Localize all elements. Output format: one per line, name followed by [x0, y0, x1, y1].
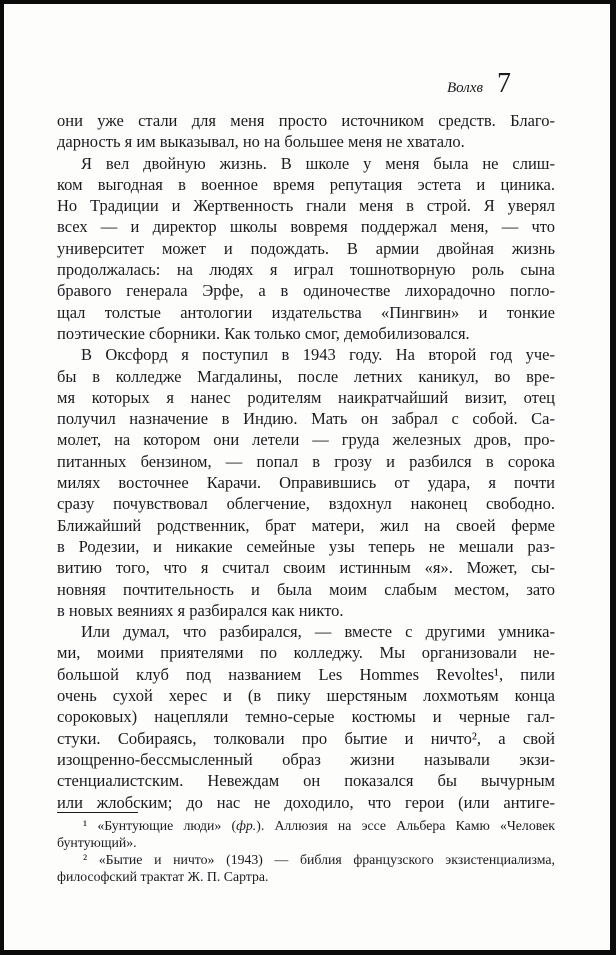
page: [4, 4, 610, 950]
text-line: поэтические сборники. Как только смог, демобилизовался.: [57, 323, 470, 343]
text-line: молет, на котором они летели — груда железных дров, про-: [57, 430, 555, 450]
text-line: витию того, что я считал своим истинным «я». Может, сы-: [57, 558, 555, 578]
running-header: [447, 70, 511, 98]
text-line: сразу почувствовал облегчение, вздохнул наконец свободно.: [57, 494, 555, 514]
text-line: Но Традиции и Жертвенность гнали меня в строй. Я уверял: [57, 196, 555, 216]
text-line: дарность я им выказывал, но на большее меня не хватало.: [57, 132, 465, 152]
text-line: большой клуб под названием Les Hommes Revoltes¹, пили: [57, 664, 555, 684]
text-line: Или думал, что разбирался, — вместе с другими умника-: [81, 622, 555, 642]
text-line: очень сухой херес и (в пику шерстяным лохмотьям конца: [57, 686, 555, 706]
body-text: [57, 110, 555, 813]
text-line: продолжалась: на людях я играл тошнотворную роль сына: [57, 260, 555, 280]
text-line: милях восточнее Карачи. Оправившись от удара, я почти: [57, 473, 555, 493]
text-line: стенциалистским. Невеждам он показался бы вычурным: [57, 771, 555, 791]
text-line: сороковых) нацепляли темно-серые костюмы и черные гал-: [57, 707, 555, 727]
text-line: ми, моими приятелями по колледжу. Мы организовали не-: [57, 643, 555, 663]
page-number: 7: [497, 68, 511, 99]
footnotes: [57, 817, 555, 885]
footnote-line: философский трактат Ж. П. Сартра.: [57, 869, 269, 884]
text-line: получил назначение в Индию. Мать он забрал с собой. Са-: [57, 409, 555, 429]
text-line: ком выгодная в военное время репутация эстета и циника.: [57, 174, 555, 194]
text-line: Ближайший родственник, брат матери, жил на своей ферме: [57, 515, 555, 535]
text-line: Я вел двойную жизнь. В школе у меня была не слиш-: [81, 153, 555, 173]
footnote-separator: [57, 812, 138, 813]
text-line: бы в колледже Магдалины, после летних каникул, во вре-: [57, 366, 555, 386]
text-line: в Родезии, и никакие семейные узы теперь не мешали раз-: [57, 536, 555, 556]
text-line: университет может и подождать. В армии двойная жизнь: [57, 238, 555, 258]
footnote-line: ² «Бытие и ничто» (1943) — библия французского экзистенциализма,: [83, 852, 555, 867]
text-line: щал толстые антологии издательства «Пингвин» и тонкие: [57, 302, 555, 322]
text-line: новняя почтительность и была моим слабым местом, зато: [57, 579, 555, 599]
text-line: стуки. Собираясь, толковали про бытие и ничто², а свой: [57, 728, 555, 748]
footnote-line: ¹ «Бунтующие люди» (фр.). Аллюзия на эссе Альбера Камю «Человек: [83, 818, 555, 833]
footnote-line: бунтующий».: [57, 835, 137, 850]
text-line: в новых веяниях я разбирался как никто.: [57, 600, 344, 620]
text-line: бравого генерала Эрфе, а в одиночестве лихорадочно погло-: [57, 281, 555, 301]
text-line: мя которых я нанес родителям наикратчайший визит, отец: [57, 387, 555, 407]
running-title: Волхв: [447, 80, 483, 96]
text-line: всех — и директор школы вовремя поддержал меня, — что: [57, 217, 555, 237]
text-line: В Оксфорд я поступил в 1943 году. На второй год уче-: [81, 345, 555, 365]
text-line: или жлобским; до нас не доходило, что герои (или антиге-: [57, 792, 555, 812]
text-line: они уже стали для меня просто источником средств. Благо-: [57, 111, 555, 130]
text-line: питанных бензином, — попал в грозу и разбился в сорока: [57, 451, 555, 471]
text-line: изощренно-бессмысленный образ жизни называли экзи-: [57, 749, 555, 769]
